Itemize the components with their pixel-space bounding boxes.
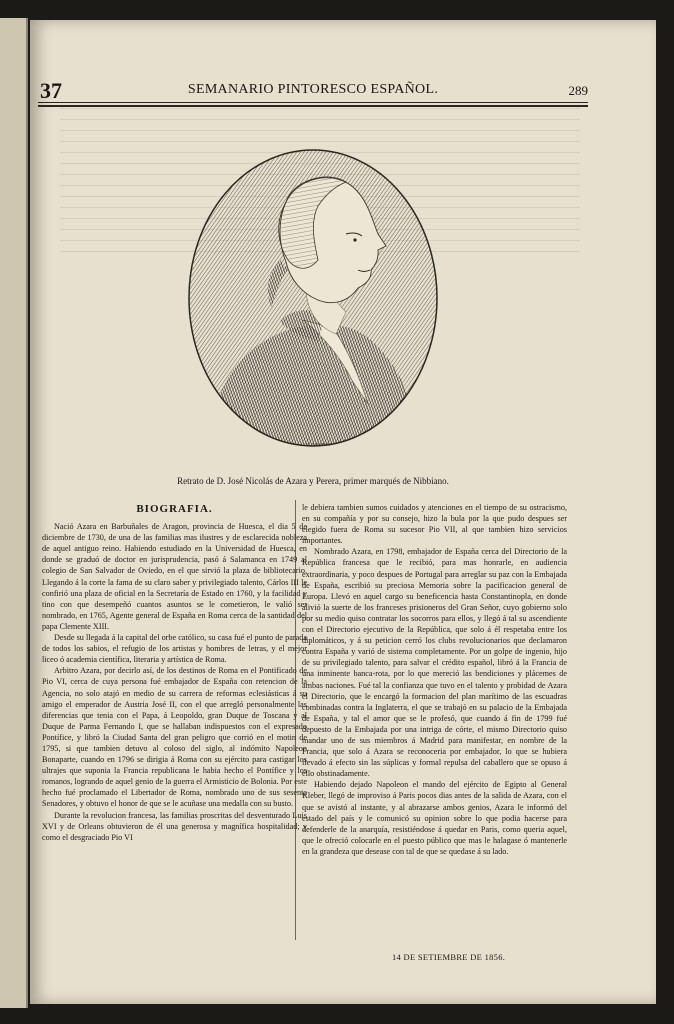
portrait-engraving	[168, 142, 458, 462]
text-column-left	[42, 502, 307, 843]
portrait-caption: Retrato de D. José Nicolás de Azara y Perera, primer marqués de Nibbiano.	[177, 476, 449, 486]
header-rule-thick	[38, 105, 588, 107]
header-rule	[38, 102, 588, 103]
section-title: BIOGRAFIA.	[136, 503, 213, 515]
paragraph: le debiera tambien sumos cuidados y atenciones en el tiempo de su ostracismo, en su compañía y por su consejo, hizo la bula por la que pudo despues ser elegido fuera de Roma su sucesor Pio VII, al que tambien hizo servicios importantes.	[302, 503, 567, 546]
running-header	[38, 80, 588, 102]
facing-page-edge	[0, 18, 28, 1008]
paragraph: Arbitro Azara, por decirlo así, de los destinos de Roma en el Pontificado de Pio VI, cerca de cuya persona fué embajador de España con retencion de la Agencia, no solo atajó en medio de su carrera de reformas eclesiásticas á su amigo el emperador de Austria José II, con el que arregló personalmente las diferencias que tenia con el Papa, á Leopoldo, gran Duque de Toscana y al Duque de Parma Fernando I, que se hallaban indispuestos con el expresado Pontífice, y libró la Ciudad Santa del gran peligro que corrió en el motin de 1795, si que tambien detuvo al coloso del siglo, al indómito Napoleon Bonaparte, cuando en 1796 se dirigia á Roma con su ejército para castigar los ultrajes que suponia la Francia republicana le habia hecho el Pontífice y los romanos, logrando de aquel genio de la guerra el Armisticio de Bolonia. Por este hecho fué proclamado el Libertador de Roma, nombrado uno de sus sesenta Senadores, y obtuvo el honor de que se le acuñase una medalla con su busto.	[42, 666, 307, 809]
text-column-right	[302, 502, 567, 857]
paragraph: Habiendo dejado Napoleon el mando del ejército de Egipto al General Kleber, llegó de improviso á Paris pocos dias antes de la salida de Azara, con el que se avistó al instante, y al abrazarse ambos genios, Azara le informó del estado del país y le comunicó su opinion sobre lo que podia hacerse para defenderle de la anarquía, resistiéndose á quedar en Paris, como queria aquel, que le ofreció colocarle en el puesto público que mas le halagase ó mantenerle en la grandeza que desease con tal de que se quedase á su lado.	[302, 780, 567, 856]
page-number: 289	[568, 83, 588, 98]
paragraph: Nombrado Azara, en 1798, embajador de España cerca del Directorio de la República francesa que le recibió, para mas honrarle, en audiencia extraordinaria, y poco despues de Portugal para arreglar su paz con la Embajada de España, escribió su preciosa Memoria sobre la pacificacion general de Europa. Llevó en aquel cargo su beneficencia hasta Constantinopla, en donde alivió la suerte de los franceses prisioneros del Gran Señor, cuyo gobierno solo por su medio quiso contratar los socorros para ellos, y llegó á tal su ascendiente con el Directorio ejecutivo de la República, que solo á él respetaba entre los diplomáticos, y á su peticion cerró los clubs revolucionarios que declamaron contra España y varió de sistema completamente. Por un golpe de ingenio, hijo de su privilegiado talento, para salvar el crédito español, libró á la Francia de una inminente banca-rota, por lo que mereció las bendiciones y plácemes de ambas naciones. Fué tal la confianza que tuvo en el talento y probidad de Azara el Directorio, que le encargó la formacion del plan marítimo de las escuadras combinadas contra la Inglaterra, el que se trabajó en su palacio de la Embajada de España, y tal el amor que se le profesó, que cuando á fin de 1799 fué depuesto de la Embajada por una intriga de córte, el mismo Directorio quiso mandar uno de sus miembros á Madrid para manifestar, en nombre de la Francia, que solo á Azara se reconoceria por embajador, lo que se hubiera llevado á efecto sin las súplicas y formal repulsa del caballero que se opuso á ello obstinadamente.	[302, 547, 567, 779]
paragraph: Desde su llegada á la capital del orbe católico, su casa fué el punto de parada de todos los sabios, el refugio de los artistas y hombres de letras, y el mejor liceo ó academia científica, literaria y artística de Roma.	[42, 633, 307, 665]
paragraph: Durante la revolucion francesa, las familias proscritas del desventurado Luis XVI y de Orleans obtuvieron de él una generosa y magnífica hospitalidad; y como el desgraciado Pio VI	[42, 810, 307, 842]
issue-number: 37	[40, 78, 62, 103]
engraver-signature: F.GASPARINI	[306, 442, 330, 447]
paragraph: Nació Azara en Barbuñales de Aragon, provincia de Huesca, el dia 5 de diciembre de 1730, de una de las familias mas ilustres y de esclarecida nobleza de aquel antiguo reino. Habiendo estudiado en la Universidad de Huesca, en donde se graduó de doctor en jurisprudencia, pasó á Salamanca en 1749 al colegio de San Salvador de Oviedo, en el que sirvió la plaza de bibliotecario. Llegando á la corte la fama de su claro saber y privilegiado talento, Cárlos III le confirió una plaza de oficial en la Secretaría de Estado en 1760, y la facilidad y tino con que desempeñó cuantos asuntos se le cometieron, le valió ser nombrado, en 1765, Agente general de España en Roma cerca de la santidad del papa Clemente XIII.	[42, 522, 307, 631]
issue-date: 14 DE SETIEMBRE DE 1856.	[392, 952, 506, 962]
journal-title: SEMANARIO PINTORESCO ESPAÑOL.	[187, 82, 439, 97]
